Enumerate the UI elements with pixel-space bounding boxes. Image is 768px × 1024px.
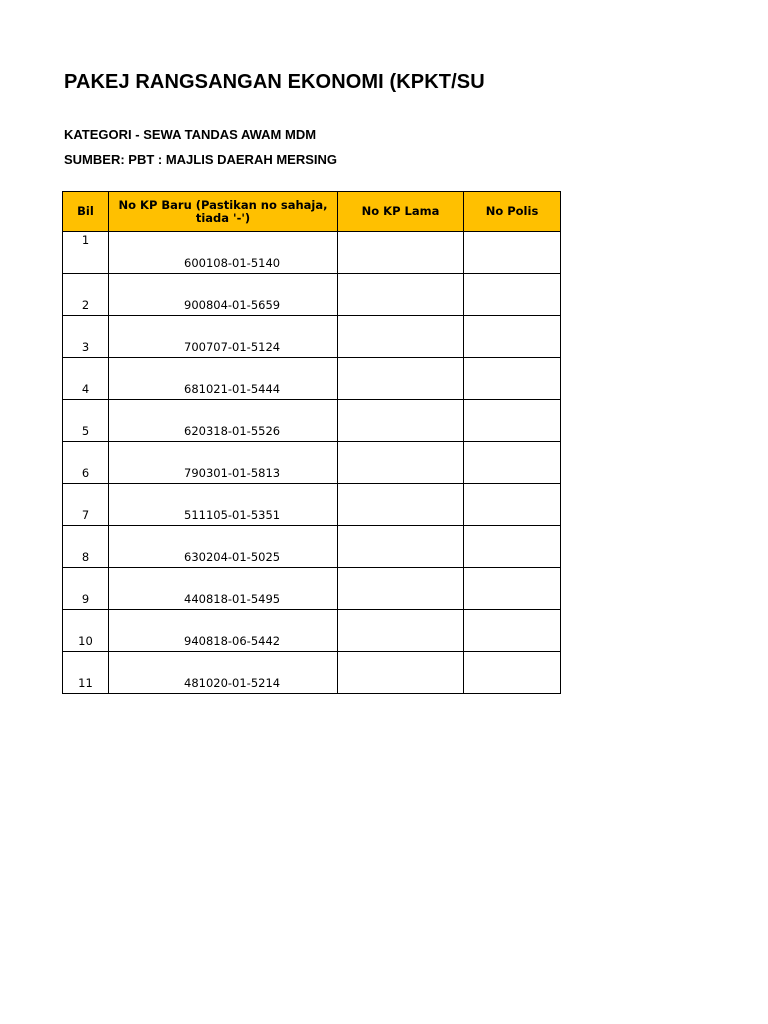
table-row — [63, 274, 561, 316]
cell-kp-baru: 790301-01-5813 — [109, 442, 338, 484]
table-row — [63, 316, 561, 358]
cell-bil: 8 — [63, 526, 109, 568]
cell-bil: 11 — [63, 652, 109, 694]
cell-bil: 9 — [63, 568, 109, 610]
cell-no-polis — [464, 484, 561, 526]
cell-kp-baru: 630204-01-5025 — [109, 526, 338, 568]
cell-kp-lama — [338, 652, 464, 694]
cell-kp-baru: 940818-06-5442 — [109, 610, 338, 652]
table-row — [63, 232, 561, 274]
table-row — [63, 526, 561, 568]
cell-no-polis — [464, 652, 561, 694]
cell-no-polis — [464, 442, 561, 484]
cell-kp-lama — [338, 274, 464, 316]
cell-kp-lama — [338, 316, 464, 358]
cell-no-polis — [464, 568, 561, 610]
cell-kp-baru: 511105-01-5351 — [109, 484, 338, 526]
cell-bil: 10 — [63, 610, 109, 652]
cell-no-polis — [464, 316, 561, 358]
cell-kp-lama — [338, 442, 464, 484]
table-row — [63, 358, 561, 400]
table-row — [63, 400, 561, 442]
cell-bil: 1 — [63, 232, 109, 274]
cell-kp-lama — [338, 232, 464, 274]
kategori-line: KATEGORI - SEWA TANDAS AWAM MDM — [64, 127, 317, 142]
cell-kp-baru: 481020-01-5214 — [109, 652, 338, 694]
cell-no-polis — [464, 610, 561, 652]
cell-kp-baru: 440818-01-5495 — [109, 568, 338, 610]
cell-kp-lama — [338, 610, 464, 652]
cell-kp-lama — [338, 526, 464, 568]
cell-no-polis — [464, 274, 561, 316]
cell-kp-baru: 600108-01-5140 — [109, 232, 338, 274]
table-row — [63, 442, 561, 484]
cell-bil: 5 — [63, 400, 109, 442]
header-bil: Bil — [63, 192, 109, 232]
header-kp-lama: No KP Lama — [338, 192, 464, 232]
cell-kp-lama — [338, 568, 464, 610]
table-body — [63, 232, 561, 694]
cell-no-polis — [464, 358, 561, 400]
table-header-row — [63, 192, 561, 232]
cell-bil: 6 — [63, 442, 109, 484]
cell-no-polis — [464, 232, 561, 274]
header-kp-baru-label: No KP Baru (Pastikan no sahaja, tiada '-') — [118, 197, 328, 225]
data-table — [62, 191, 561, 694]
sumber-line: SUMBER: PBT : MAJLIS DAERAH MERSING — [64, 152, 338, 167]
cell-kp-baru: 681021-01-5444 — [109, 358, 338, 400]
document-title: PAKEJ RANGSANGAN EKONOMI (KPKT/SU — [64, 71, 485, 93]
cell-kp-lama — [338, 358, 464, 400]
cell-kp-lama — [338, 484, 464, 526]
header-no-polis: No Polis — [464, 192, 561, 232]
cell-kp-baru: 620318-01-5526 — [109, 400, 338, 442]
table-row — [63, 610, 561, 652]
cell-no-polis — [464, 400, 561, 442]
cell-no-polis — [464, 526, 561, 568]
cell-kp-baru: 700707-01-5124 — [109, 316, 338, 358]
header-kp-baru — [109, 192, 338, 232]
table-row — [63, 484, 561, 526]
cell-kp-lama — [338, 400, 464, 442]
table-row — [63, 568, 561, 610]
table-row — [63, 652, 561, 694]
cell-bil: 7 — [63, 484, 109, 526]
cell-bil: 3 — [63, 316, 109, 358]
cell-kp-baru: 900804-01-5659 — [109, 274, 338, 316]
cell-bil: 4 — [63, 358, 109, 400]
cell-bil: 2 — [63, 274, 109, 316]
